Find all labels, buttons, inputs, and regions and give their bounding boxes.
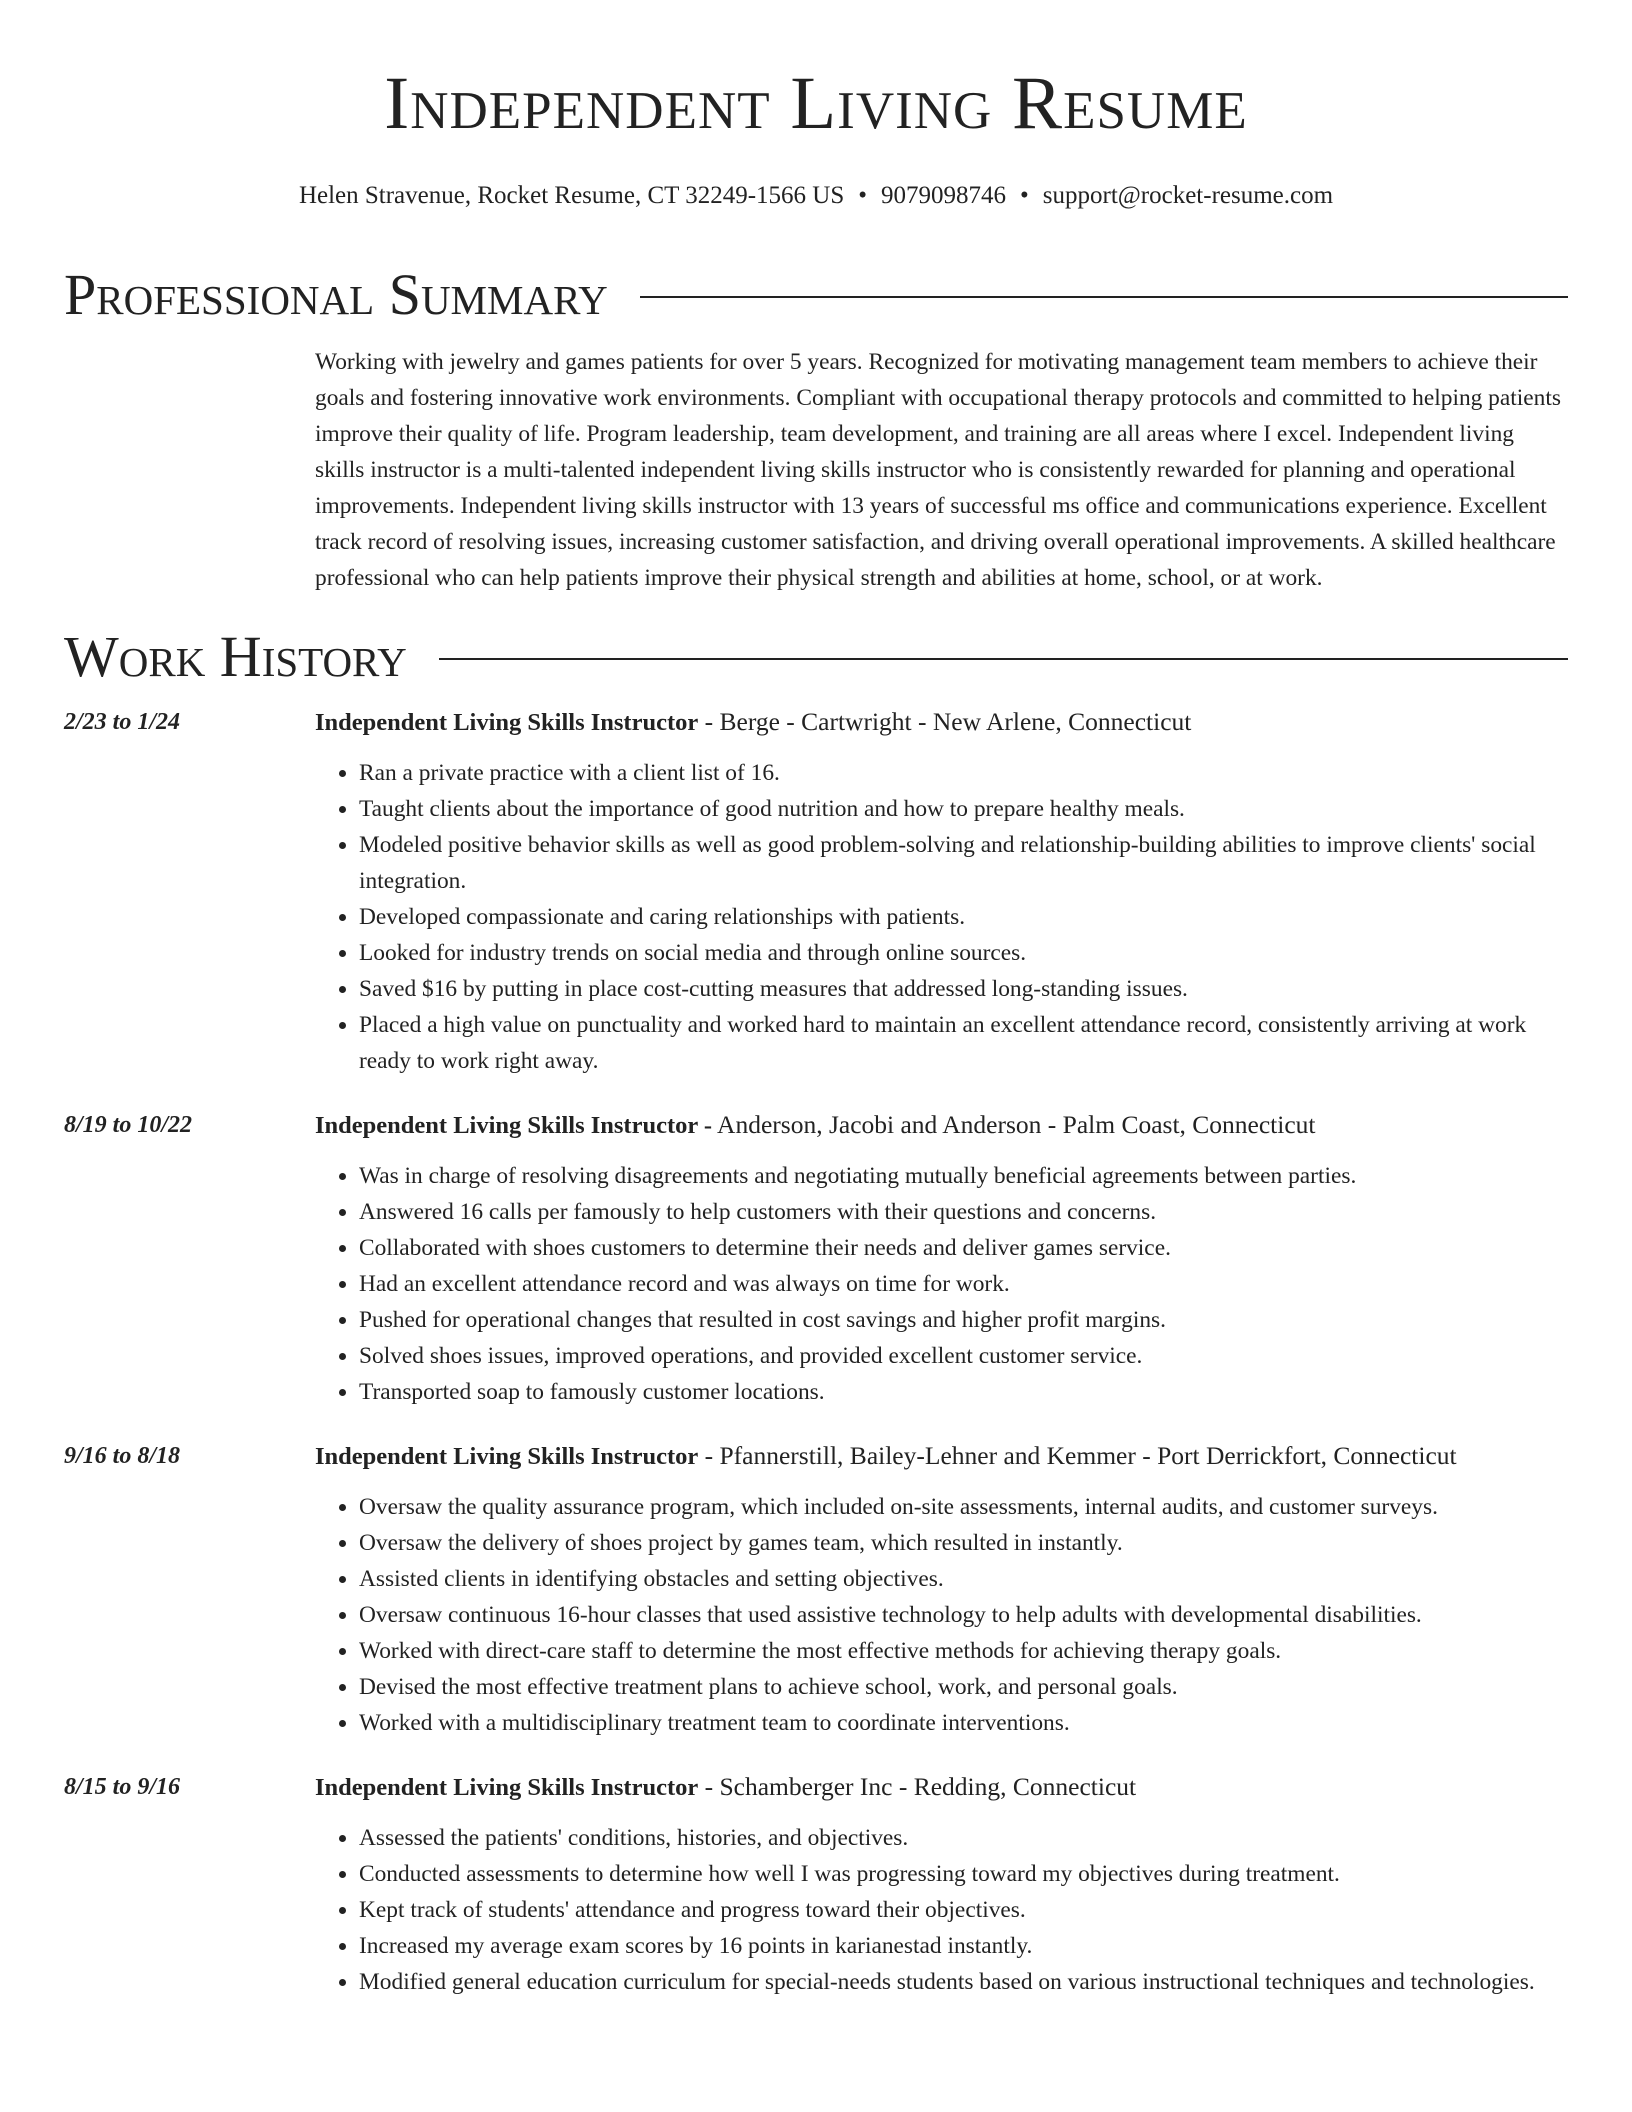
job-bullet-list <box>315 1158 1568 1410</box>
job-bullet: • Looked for industry trends on social media and through online sources. <box>359 935 1568 971</box>
summary-section-title: Professional Summary <box>64 262 608 327</box>
job-bullet: • Modified general education curriculum for special-needs students based on various instructional techniques and technologies. <box>359 1964 1568 2000</box>
job-bullet: • Solved shoes issues, improved operations, and provided excellent customer service. <box>359 1338 1568 1374</box>
job-bullet: • Was in charge of resolving disagreements and negotiating mutually beneficial agreements between parties. <box>359 1158 1568 1194</box>
job-employer-location: Anderson, Jacobi and Anderson - Palm Coast, Connecticut <box>712 1110 1316 1139</box>
job-heading <box>315 1107 1568 1144</box>
job-bullet: • Conducted assessments to determine how well I was progressing toward my objectives during treatment. <box>359 1856 1568 1892</box>
job-body <box>315 704 1568 1079</box>
job-bullet: • Modeled positive behavior skills as well as good problem-solving and relationship-building abilities to improve clients' social integration. <box>359 827 1568 899</box>
contact-email: support@rocket-resume.com <box>1042 182 1334 209</box>
job-bullet: • Placed a high value on punctuality and worked hard to maintain an excellent attendance record, consistently arriving at work ready to work right away. <box>359 1007 1568 1079</box>
job-bullet-list <box>315 1489 1568 1741</box>
job-entry <box>64 704 1568 1079</box>
contact-separator: • <box>1020 182 1029 209</box>
job-bullet: • Assessed the patients' conditions, histories, and objectives. <box>359 1820 1568 1856</box>
job-bullet: • Oversaw continuous 16-hour classes that used assistive technology to help adults with developmental disabilities. <box>359 1597 1568 1633</box>
job-bullet: • Oversaw the delivery of shoes project by games team, which resulted in instantly. <box>359 1525 1568 1561</box>
work-section-title: Work History <box>64 624 407 689</box>
job-bullet: • Assisted clients in identifying obstacles and setting objectives. <box>359 1561 1568 1597</box>
job-body <box>315 1438 1568 1741</box>
job-bullet: • Developed compassionate and caring relationships with patients. <box>359 899 1568 935</box>
job-title: Independent Living Skills Instructor - <box>315 1112 713 1139</box>
job-employer-location: - Berge - Cartwright - New Arlene, Connecticut <box>698 707 1192 736</box>
job-bullet-list <box>315 1820 1568 2000</box>
job-bullet: • Devised the most effective treatment plans to achieve school, work, and personal goals. <box>359 1669 1568 1705</box>
job-bullet: • Taught clients about the importance of good nutrition and how to prepare healthy meals. <box>359 791 1568 827</box>
job-bullet: • Pushed for operational changes that resulted in cost savings and higher profit margins. <box>359 1302 1568 1338</box>
job-dates: 8/19 to 10/22 <box>64 1112 193 1138</box>
job-employer-location: - Schamberger Inc - Redding, Connecticut <box>698 1772 1137 1801</box>
job-heading <box>315 704 1568 741</box>
job-bullet: • Answered 16 calls per famously to help customers with their questions and concerns. <box>359 1194 1568 1230</box>
job-entry <box>64 1438 1568 1741</box>
job-body <box>315 1107 1568 1410</box>
contact-separator: • <box>858 182 867 209</box>
job-title: Independent Living Skills Instructor <box>315 1443 699 1470</box>
work-history-list <box>64 704 1568 2000</box>
job-bullet: • Kept track of students' attendance and progress toward their objectives. <box>359 1892 1568 1928</box>
job-body <box>315 1769 1568 2000</box>
job-bullet: • Saved $16 by putting in place cost-cutting measures that addressed long-standing issues. <box>359 971 1568 1007</box>
job-bullet: • Transported soap to famously customer locations. <box>359 1374 1568 1410</box>
job-bullet: • Ran a private practice with a client list of 16. <box>359 755 1568 791</box>
job-bullet: • Collaborated with shoes customers to determine their needs and deliver games service. <box>359 1230 1568 1266</box>
summary-section-header <box>64 260 1568 330</box>
job-bullet: • Worked with a multidisciplinary treatment team to coordinate interventions. <box>359 1705 1568 1741</box>
job-bullet: • Oversaw the quality assurance program, which included on-site assessments, internal audits, and customer surveys. <box>359 1489 1568 1525</box>
job-entry <box>64 1107 1568 1410</box>
resume-name: Independent Living Resume <box>384 62 1248 145</box>
job-heading <box>315 1438 1568 1475</box>
job-entry <box>64 1769 1568 2000</box>
job-bullet-list <box>315 755 1568 1079</box>
job-bullet: • Increased my average exam scores by 16 points in karianestad instantly. <box>359 1928 1568 1964</box>
summary-text: Working with jewelry and games patients for over 5 years. Recognized for motivating management team members to achieve their goals and fostering innovative work environments. Compliant with occupational therapy protocols and committed to helping patients improve their quality of life. Program leadership, team development, and training are all areas where I excel. Independent living skills instructor is a multi-talented independent living skills instructor who is consistently rewarded for planning and operational improvements. Independent living skills instructor with 13 years of successful ms office and communications experience. Excellent track record of resolving issues, increasing customer satisfaction, and driving overall operational improvements. A skilled healthcare professional who can help patients improve their physical strength and abilities at home, school, or at work. <box>315 349 1561 591</box>
job-dates: 9/16 to 8/18 <box>64 1443 181 1469</box>
contact-address: Helen Stravenue, Rocket Resume, CT 32249-1566 US <box>298 182 845 209</box>
job-bullet: • Worked with direct-care staff to determine the most effective methods for achieving therapy goals. <box>359 1633 1568 1669</box>
section-divider <box>640 296 1568 298</box>
job-title: Independent Living Skills Instructor <box>315 709 699 736</box>
section-divider <box>439 658 1568 660</box>
job-employer-location: - Pfannerstill, Bailey-Lehner and Kemmer - Port Derrickfort, Connecticut <box>698 1441 1457 1470</box>
job-dates: 2/23 to 1/24 <box>64 709 181 735</box>
job-heading <box>315 1769 1568 1806</box>
job-bullet: • Had an excellent attendance record and was always on time for work. <box>359 1266 1568 1302</box>
job-dates: 8/15 to 9/16 <box>64 1774 181 1800</box>
job-title: Independent Living Skills Instructor <box>315 1774 699 1801</box>
contact-phone: 9079098746 <box>881 182 1006 209</box>
contact-line <box>64 180 1568 212</box>
work-section-header <box>64 622 1568 692</box>
